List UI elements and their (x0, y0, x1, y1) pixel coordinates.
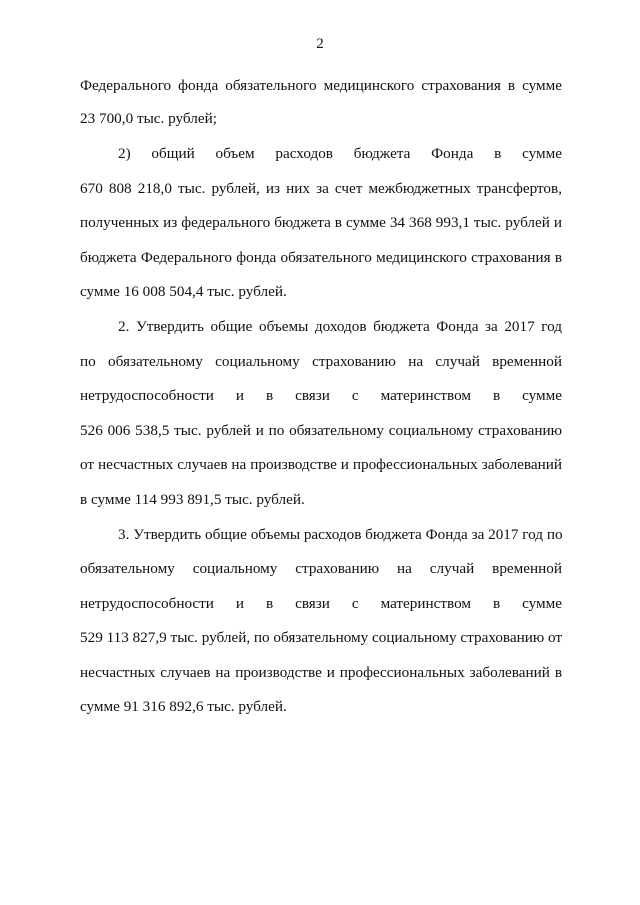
text-line: 2) общий объем расходов бюджета Фонда в сумме (118, 145, 562, 162)
text-line: бюджета Федерального фонда обязательного медицинского страхования в (80, 249, 562, 266)
text-line: сумме 16 008 504,4 тыс. рублей. (80, 283, 287, 300)
text-line: 3. Утвердить общие объемы расходов бюджета Фонда за 2017 год по (118, 526, 563, 543)
text-line: Федерального фонда обязательного медицинского страхования в сумме (80, 77, 562, 94)
text-line: 529 113 827,9 тыс. рублей, по обязательному социальному страхованию от (80, 629, 563, 646)
text-line: 2. Утвердить общие объемы доходов бюджета Фонда за 2017 год (118, 318, 562, 335)
text-line: обязательному социальному страхованию на случай временной (80, 560, 562, 577)
text-line: от несчастных случаев на производстве и профессиональных заболеваний (80, 456, 562, 473)
text-line: в сумме 114 993 891,5 тыс. рублей. (80, 491, 305, 508)
text-line: несчастных случаев на производстве и профессиональных заболеваний в (80, 664, 562, 681)
text-line: нетрудоспособности и в связи с материнством в сумме (80, 595, 562, 612)
text-line: 526 006 538,5 тыс. рублей и по обязательному социальному страхованию (80, 422, 562, 439)
text-line: 23 700,0 тыс. рублей; (80, 110, 217, 127)
text-line: по обязательному социальному страхованию на случай временной (80, 353, 562, 370)
text-line: нетрудоспособности и в связи с материнством в сумме (80, 387, 562, 404)
text-line: сумме 91 316 892,6 тыс. рублей. (80, 698, 287, 715)
text-line: 670 808 218,0 тыс. рублей, из них за счет межбюджетных трансфертов, (80, 180, 562, 197)
text-line: полученных из федерального бюджета в сумме 34 368 993,1 тыс. рублей и (80, 214, 562, 231)
page-number: 2 (316, 36, 324, 52)
